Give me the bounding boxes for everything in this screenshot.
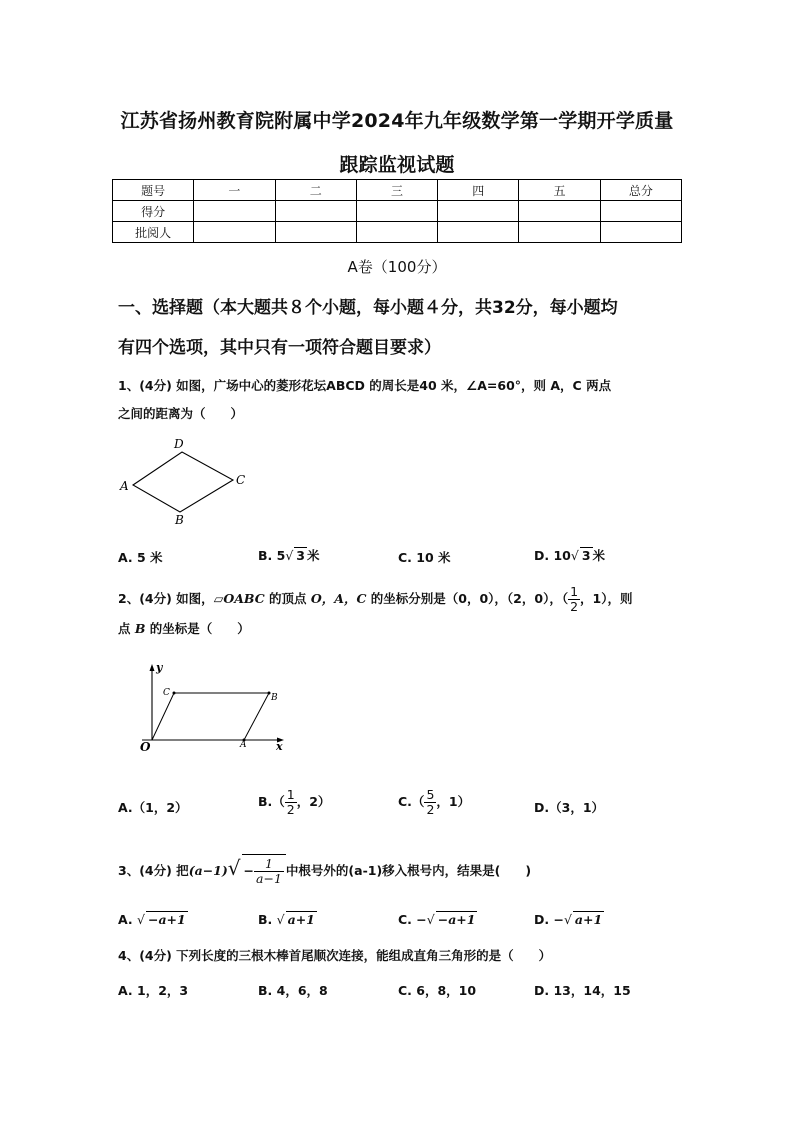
label-o: O bbox=[140, 740, 151, 754]
y-axis-arrow bbox=[150, 664, 155, 671]
question-2 bbox=[118, 584, 688, 644]
q3-radical bbox=[242, 854, 286, 887]
title-line-2: 跟踪监视试题 bbox=[339, 154, 455, 176]
score-row-label: 得分 bbox=[113, 201, 194, 222]
question-1-line-2: 之间的距离为（ ） bbox=[118, 406, 244, 421]
q2-option-c-fraction bbox=[424, 788, 436, 817]
q3-minus: − bbox=[243, 863, 255, 878]
section-heading-line-2: 有四个选项，其中只有一项符合题目要求） bbox=[118, 338, 441, 358]
score-cell bbox=[438, 222, 519, 243]
q2-tail: ，1），则 bbox=[580, 591, 633, 606]
q2-fraction-num: 1 bbox=[570, 584, 579, 599]
rhombus-label-d: D bbox=[174, 437, 184, 451]
score-cell bbox=[600, 222, 681, 243]
q2-option-c-den: 2 bbox=[426, 802, 435, 817]
question-1-line-1: 1、(4分) 如图，广场中心的菱形花坛ABCD 的周长是40 米，∠A=60°，则 A，C 两点 bbox=[118, 378, 612, 393]
q3-option-d-radicand: a+1 bbox=[574, 912, 603, 927]
parallelogram-shape bbox=[152, 693, 269, 740]
point-c bbox=[173, 692, 176, 695]
q3-option-d-label: D. − bbox=[534, 912, 564, 927]
question-2-line-1 bbox=[118, 584, 688, 614]
q3-option-c: C. −√ −a+1 bbox=[398, 912, 476, 927]
rhombus-label-b: B bbox=[175, 513, 184, 527]
score-table bbox=[112, 179, 682, 243]
score-header-cell: 三 bbox=[356, 180, 437, 201]
q3-suffix: 中根号外的(a-1)移入根号内，结果是( ) bbox=[285, 863, 532, 878]
q3-option-a-radicand: −a+1 bbox=[147, 912, 186, 927]
rhombus-figure bbox=[112, 432, 272, 532]
axis-label-y: y bbox=[156, 661, 163, 674]
score-cell bbox=[275, 222, 356, 243]
q3-option-c-label: C. − bbox=[398, 912, 427, 927]
q2-point-b: B bbox=[134, 621, 146, 636]
title-line-1: 江苏省扬州教育院附属中学2024年九年级数学第一学期开学质量 bbox=[120, 110, 674, 132]
rhombus-label-c: C bbox=[236, 473, 246, 487]
score-header-cell: 一 bbox=[194, 180, 275, 201]
q2-option-b bbox=[258, 788, 330, 817]
q3-fraction bbox=[254, 857, 284, 886]
q1-option-b-prefix: B. 5 bbox=[258, 548, 286, 563]
q4-option-c: C. 6，8，10 bbox=[398, 983, 477, 998]
score-header-cell: 总分 bbox=[600, 180, 681, 201]
q2-line2-post: 的坐标是（ ） bbox=[145, 621, 250, 636]
axis-label-x: x bbox=[276, 740, 283, 753]
q1-option-d: D. 10√ 3 米 bbox=[534, 548, 606, 563]
q2-shape-name: OABC bbox=[223, 591, 265, 606]
q1-option-b-suffix: 米 bbox=[307, 548, 320, 563]
score-cell bbox=[356, 201, 437, 222]
score-header-cell: 四 bbox=[438, 180, 519, 201]
parallelogram-figure bbox=[130, 660, 300, 755]
score-header-cell: 五 bbox=[519, 180, 600, 201]
q2-prefix: 2、(4分) 如图， bbox=[118, 591, 214, 606]
q3-option-b: B. √ a+1 bbox=[258, 912, 315, 927]
q1-option-b: B. 5√ 3 米 bbox=[258, 548, 320, 563]
q1-option-d-radicand: 3 bbox=[581, 548, 591, 563]
q2-option-b-den: 2 bbox=[286, 802, 295, 817]
section-heading bbox=[118, 290, 688, 366]
q2-option-b-num: 1 bbox=[286, 787, 295, 802]
q3-factor: (a−1) bbox=[188, 863, 228, 878]
score-table-header-row bbox=[113, 180, 682, 201]
score-header-cell: 题号 bbox=[113, 180, 194, 201]
q2-option-c-num: 5 bbox=[426, 787, 435, 802]
q2-fraction bbox=[568, 585, 580, 614]
q2-option-c bbox=[398, 788, 470, 817]
q2-option-b-pre: B.（ bbox=[258, 794, 285, 809]
q1-option-c: C. 10 米 bbox=[398, 550, 451, 565]
q3-option-d: D. −√ a+1 bbox=[534, 912, 603, 927]
q1-option-b-radicand: 3 bbox=[296, 548, 305, 563]
rhombus-shape bbox=[133, 452, 233, 512]
score-cell bbox=[600, 201, 681, 222]
q3-fraction-den: a−1 bbox=[256, 871, 282, 886]
rhombus-label-a: A bbox=[120, 479, 129, 493]
q3-option-b-radicand: a+1 bbox=[287, 912, 315, 927]
question-1 bbox=[118, 372, 688, 428]
label-c: C bbox=[163, 688, 170, 698]
q3-prefix: 3、(4分) 把 bbox=[118, 863, 189, 878]
q3-option-c-radicand: −a+1 bbox=[437, 912, 476, 927]
score-table-row bbox=[113, 201, 682, 222]
q4-option-d: D. 13，14，15 bbox=[534, 983, 631, 998]
q2-mid: 的顶点 bbox=[264, 591, 311, 606]
q2-line2-pre: 点 bbox=[118, 621, 135, 636]
section-heading-line-1: 一、选择题（本大题共８个小题，每小题４分，共32分，每小题均 bbox=[118, 298, 618, 318]
q3-option-a-label: A. bbox=[118, 912, 133, 927]
q2-option-c-post: ，1） bbox=[436, 794, 471, 809]
q2-option-a: A.（1，2） bbox=[118, 800, 188, 815]
q3-fraction-num: 1 bbox=[254, 857, 284, 872]
score-cell bbox=[519, 201, 600, 222]
q4-option-b: B. 4，6，8 bbox=[258, 983, 328, 998]
parallelogram-symbol: ▱ bbox=[213, 591, 224, 606]
q1-option-d-suffix: 米 bbox=[592, 548, 606, 563]
score-cell bbox=[194, 201, 275, 222]
volume-heading: A卷（100分） bbox=[347, 258, 447, 276]
q2-fraction-den: 2 bbox=[570, 599, 579, 614]
q2-vertices: O，A，C bbox=[310, 591, 367, 606]
score-table-row bbox=[113, 222, 682, 243]
score-cell bbox=[356, 222, 437, 243]
score-cell bbox=[275, 201, 356, 222]
q4-option-a: A. 1，2，3 bbox=[118, 983, 189, 998]
q1-option-a: A. 5 米 bbox=[118, 550, 163, 565]
score-row-label: 批阅人 bbox=[113, 222, 194, 243]
q2-mid2: 的坐标分别是（0，0），（2，0），（ bbox=[366, 591, 569, 606]
score-header-cell: 二 bbox=[275, 180, 356, 201]
question-4: 4、(4分) 下列长度的三根木棒首尾顺次连接，能组成直角三角形的是（ ） bbox=[118, 948, 552, 963]
q2-option-d: D.（3，1） bbox=[534, 800, 605, 815]
q1-option-d-prefix: D. 10 bbox=[534, 548, 571, 563]
q3-option-a: A. √ −a+1 bbox=[118, 912, 186, 927]
score-cell bbox=[438, 201, 519, 222]
label-b: B bbox=[271, 693, 278, 703]
score-cell bbox=[519, 222, 600, 243]
q2-option-b-post: ，2） bbox=[296, 794, 331, 809]
label-a: A bbox=[240, 740, 247, 750]
q2-option-b-fraction bbox=[285, 788, 297, 817]
score-cell bbox=[194, 222, 275, 243]
q3-option-b-label: B. bbox=[258, 912, 273, 927]
question-3: 3、(4分) 把(a−1)√ − $\frac{1}{a-1}$ 中根号外的(a-1)移入根号内，结果是( ) bbox=[118, 856, 532, 886]
question-2-line-2 bbox=[118, 614, 688, 644]
q2-option-c-pre: C.（ bbox=[398, 794, 425, 809]
